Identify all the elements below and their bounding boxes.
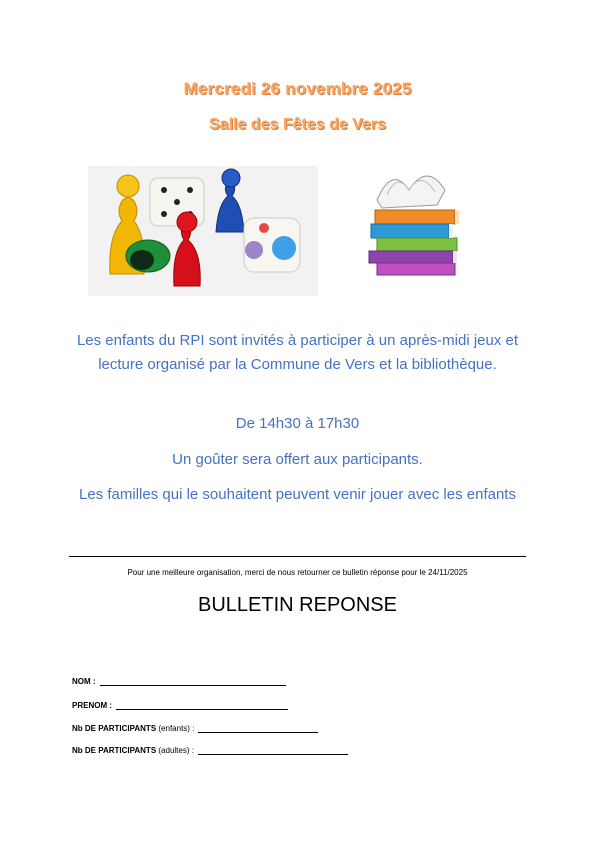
bulletin-title: BULLETIN REPONSE	[198, 594, 397, 616]
prenom-blank[interactable]	[116, 700, 288, 710]
prenom-field[interactable]	[72, 700, 288, 710]
intro-text: Les enfants du RPI sont invités à participer à un après-midi jeux et lecture organisé par la Commune de Vers et la bibliothèque.	[76, 332, 519, 373]
nom-field[interactable]	[72, 676, 286, 686]
books-illustration	[357, 160, 462, 280]
adultes-label: Nb DE PARTICIPANTS (adultes) :	[72, 746, 194, 755]
nom-label: NOM :	[72, 677, 96, 686]
enfants-label: Nb DE PARTICIPANTS (enfants) :	[72, 724, 195, 733]
event-date: Mercredi 26 novembre 2025	[183, 79, 412, 98]
nom-blank[interactable]	[100, 676, 286, 686]
separator-line	[69, 556, 526, 557]
event-hours: De 14h30 à 17h30	[235, 415, 360, 432]
event-venue: Salle des Fêtes de Vers	[209, 116, 386, 133]
return-note: Pour une meilleure organisation, merci de nous retourner ce bulletin réponse pour le 24/11/2025	[127, 568, 468, 577]
adultes-field[interactable]	[72, 745, 348, 755]
families-info: Les familles qui le souhaitent peuvent venir jouer avec les enfants	[79, 486, 516, 503]
prenom-label: PRENOM :	[72, 701, 112, 710]
snack-info: Un goûter sera offert aux participants.	[172, 451, 423, 468]
enfants-field[interactable]	[72, 723, 318, 733]
adultes-blank[interactable]	[198, 745, 348, 755]
board-games-illustration	[88, 166, 318, 296]
enfants-blank[interactable]	[198, 723, 318, 733]
